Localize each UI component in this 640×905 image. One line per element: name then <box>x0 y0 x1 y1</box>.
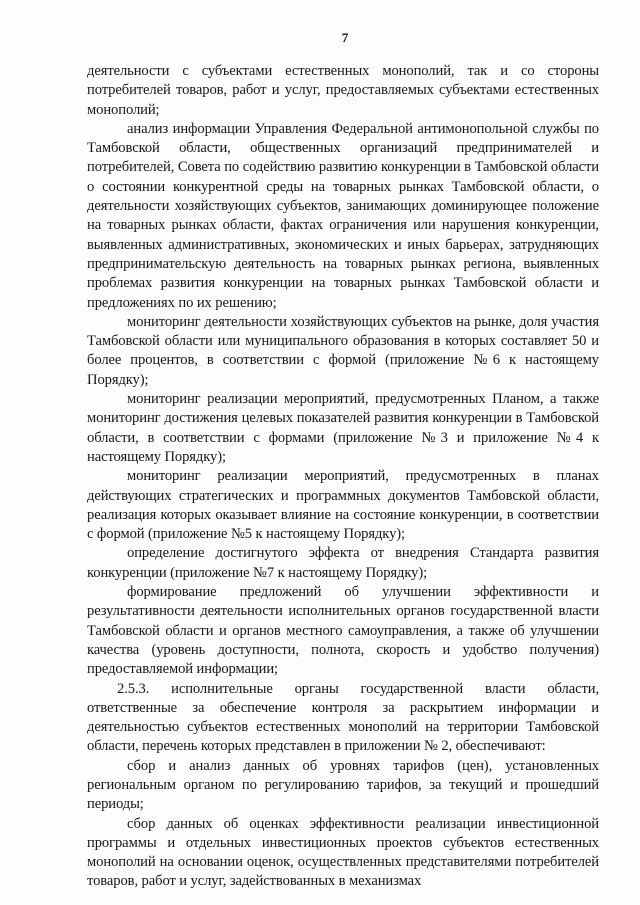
document-body <box>87 62 599 892</box>
paragraph-monitoring-strategic: мониторинг реализации мероприятий, предусмотренных в планах действующих стратегических и программных документов Тамбовской области, реализация которых оказывает влияние на состояние конкуренции, в соответствии с формой (приложение №5 к настоящему Порядку); <box>87 468 599 543</box>
paragraph-section-2-5-3: 2.5.3. исполнительные органы государственной власти области, ответственные за обеспечение контроля за раскрытием информации и деятельностью субъектов естественных монополий на территории Тамбовской области, перечень которых представлен в приложении № 2, обеспечивают: <box>87 680 599 755</box>
paragraph-monitoring-plan: мониторинг реализации мероприятий, предусмотренных Планом, а также мониторинг достижения целевых показателей развития конкуренции в Тамбовской области, в соответствии с формами (приложение №3 и приложение №4 к настоящему Порядку); <box>87 391 599 465</box>
page-number: 7 <box>341 30 349 45</box>
paragraph-fas-analysis: анализ информации Управления Федеральной антимонопольной службы по Тамбовской области, общественных организаций предпринимателей и потребителей, Совета по содействию развитию конкуренции в Тамбовской области о состоянии конкурентной среды на товарных рынках Тамбовской области, о деятельности хозяйствующих субъектов, занимающих доминирующее положение на товарных рынках области, фактах ограничения или нарушения конкуренции, выявленных административных, экономических и иных барьерах, затрудняющих предпринимательскую деятельность на товарных рынках региона, выявленных проблемах развития конкуренции на товарных рынках Тамбовской области и предложениях по их решению; <box>87 120 599 311</box>
paragraph-proposals: формирование предложений об улучшении эффективности и результативности деятельности исполнительных органов государственной власти Тамбовской области и органов местного самоуправления, а также об улучшении качества (уровень доступности, полнота, скорость и удобство получения) предоставляемой информации; <box>87 584 599 678</box>
paragraph-continuation: деятельности с субъектами естественных монополий, так и со стороны потребителей товаров, работ и услуг, предоставляемых субъектами естественных монополий; <box>87 63 599 118</box>
paragraph-investment-data: сбор данных об оценках эффективности реализации инвестиционной программы и отдельных инвестиционных проектов субъектов естественных монополий на основании оценок, осуществленных представителями потребителей товаров, работ и услуг, задействованных в механизмах <box>87 815 599 890</box>
paragraph-tariff-data: сбор и анализ данных об уровнях тарифов (цен), установленных региональным органом по регулированию тарифов, за текущий и прошедший периоды; <box>87 757 599 813</box>
paragraph-standard-effect: определение достигнутого эффекта от внедрения Стандарта развития конкуренции (приложение №7 к настоящему Порядку); <box>87 545 599 581</box>
paragraph-monitoring-entities: мониторинг деятельности хозяйствующих субъектов на рынке, доля участия Тамбовской области или муниципального образования в которых составляет 50 и более процентов, в соответствии с формой (приложение №6 к настоящему Порядку); <box>87 313 599 388</box>
